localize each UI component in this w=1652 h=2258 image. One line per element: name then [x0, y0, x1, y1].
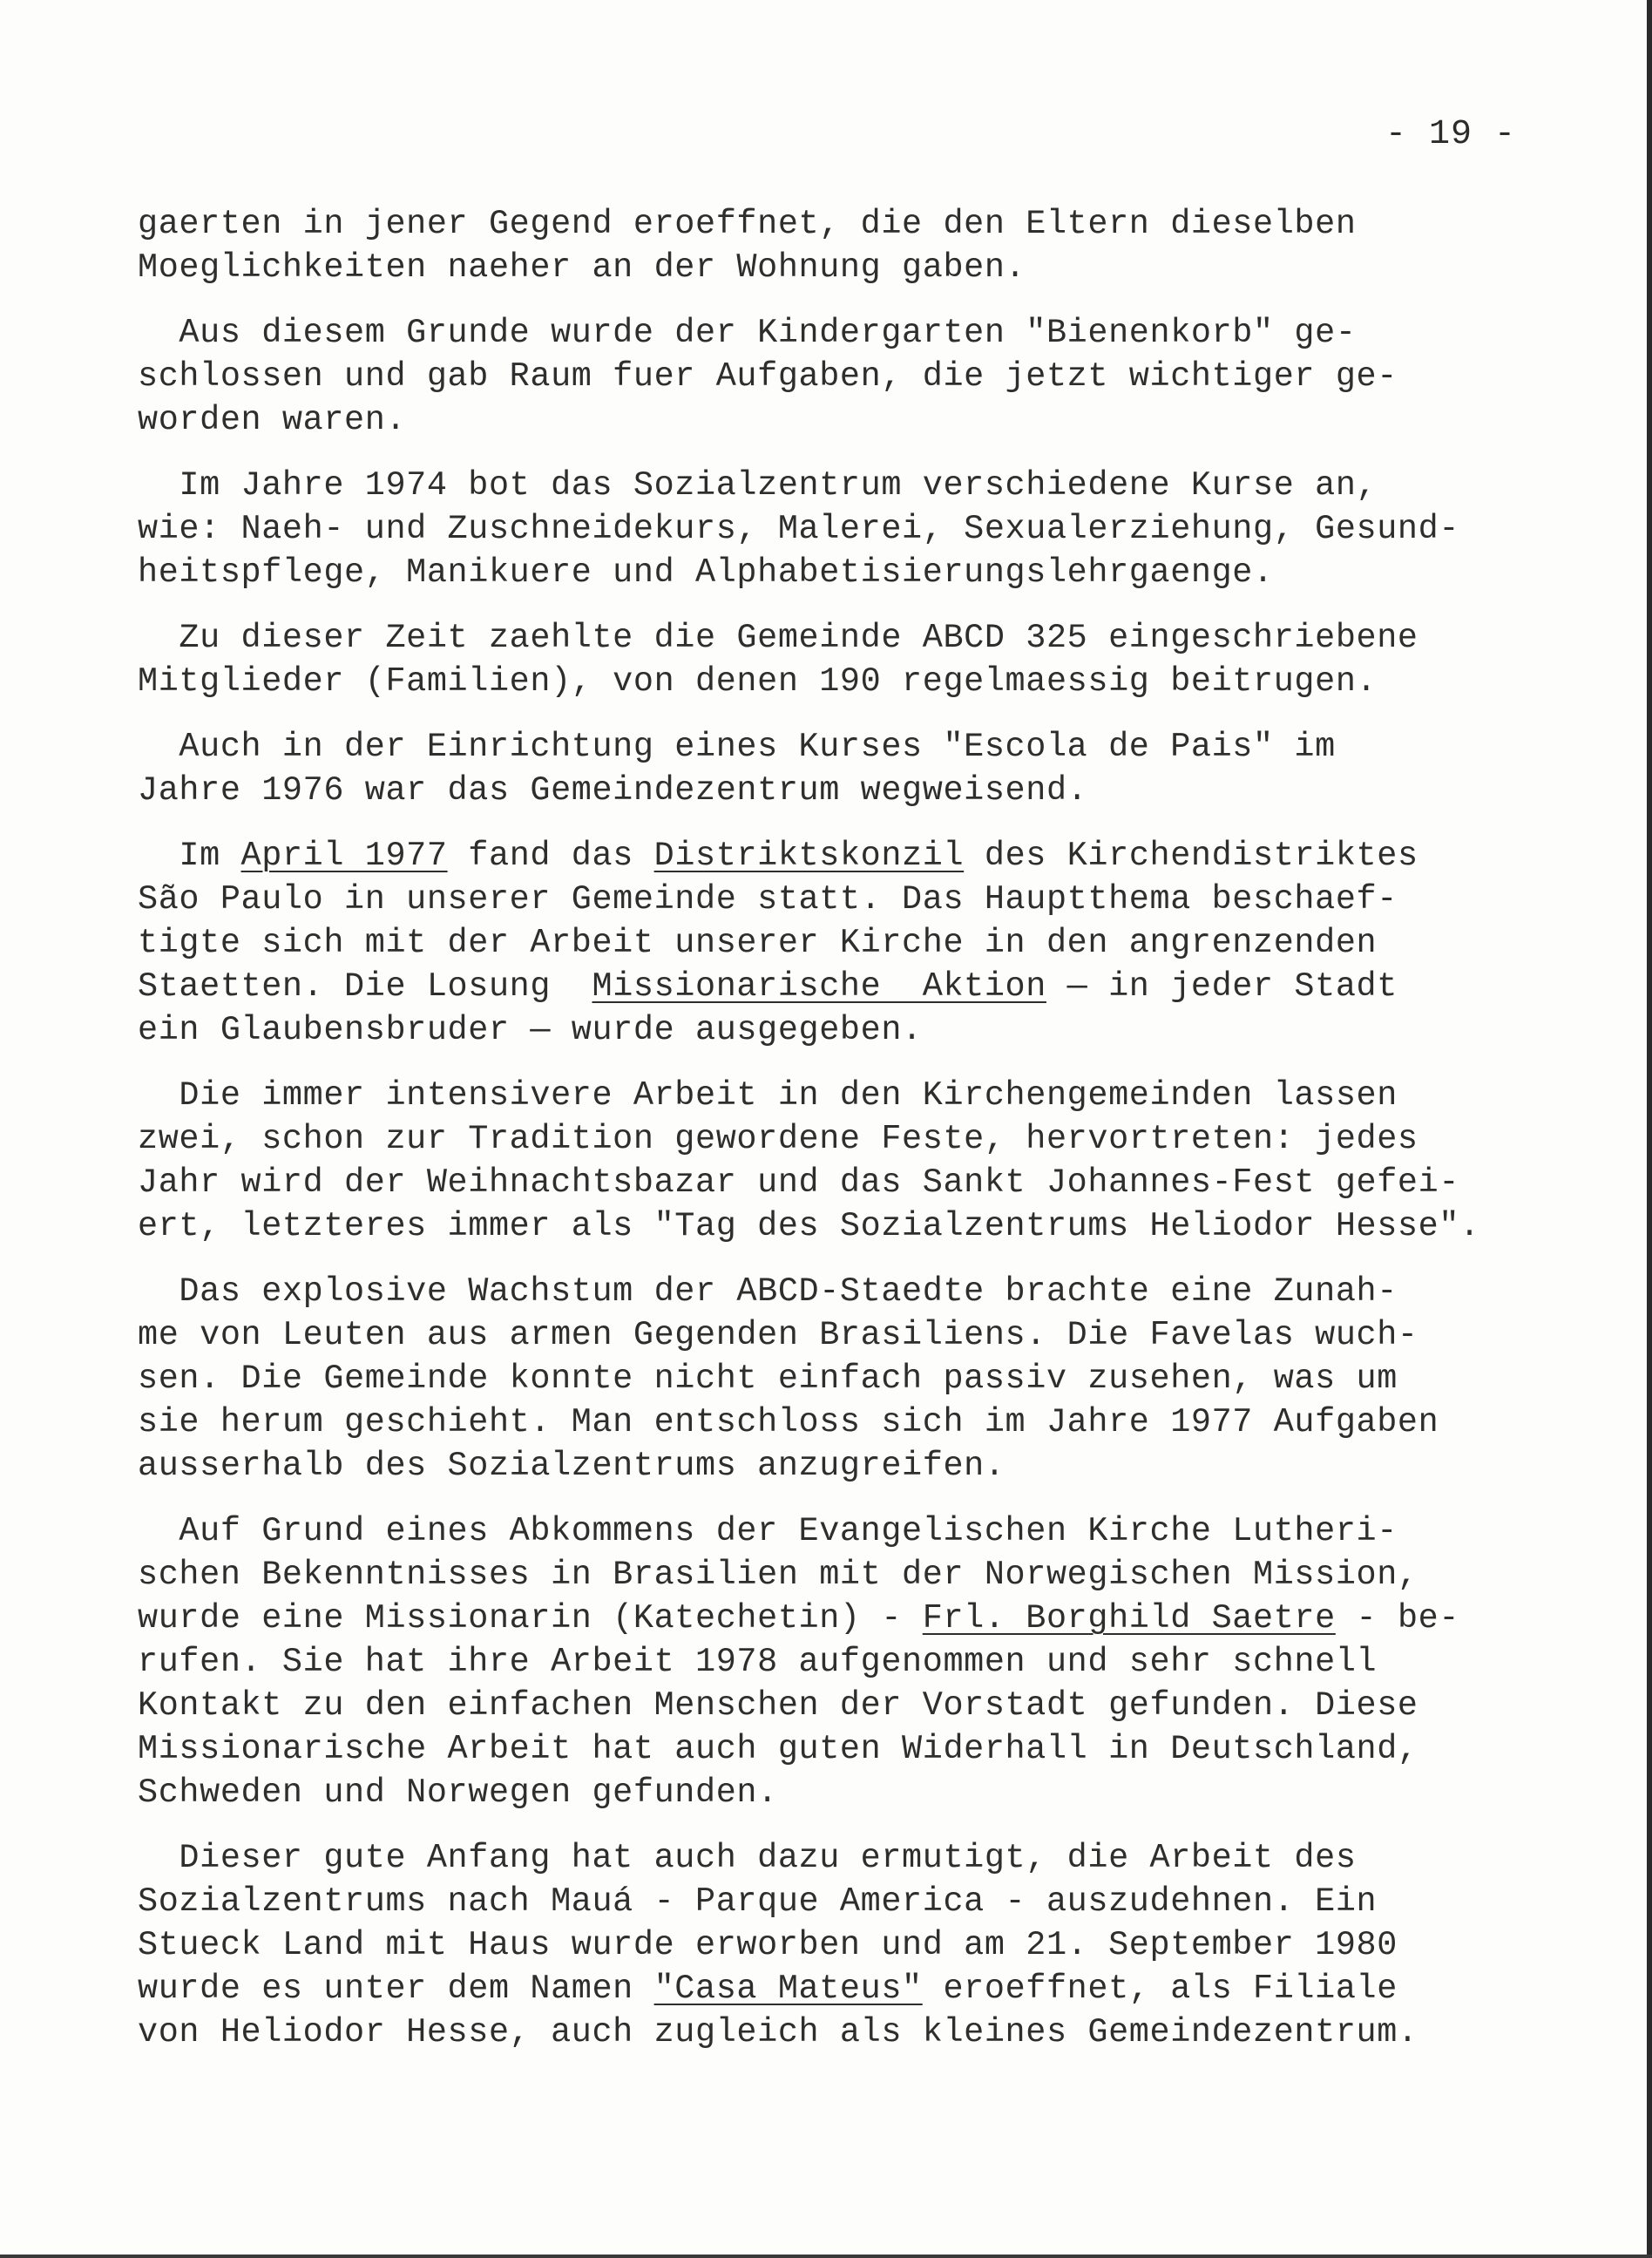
text-line	[138, 1509, 1567, 1553]
scan-edge	[1647, 0, 1652, 2258]
text-line	[138, 1117, 1567, 1161]
paragraph	[138, 311, 1567, 442]
text-line	[138, 1727, 1567, 1771]
paragraph	[138, 202, 1567, 289]
text-line	[138, 1597, 1567, 1640]
text-line	[138, 1204, 1567, 1248]
text-line	[138, 355, 1567, 398]
text-line	[138, 1684, 1567, 1727]
text-line	[138, 1553, 1567, 1597]
text-line	[138, 398, 1567, 442]
paragraph	[138, 725, 1567, 812]
paragraph	[138, 616, 1567, 703]
text-line	[138, 311, 1567, 355]
text-segment: Sozialzentrums nach Mauá - Parque America - auszudehnen. Ein	[138, 1882, 1378, 1921]
scan-edge-bottom	[0, 2255, 1652, 2258]
text-line	[138, 202, 1567, 246]
page-number: - 19 -	[1385, 115, 1517, 154]
text-line	[138, 1444, 1567, 1488]
text-segment: Stueck Land mit Haus wurde erworben und am 21. September 1980	[138, 1926, 1398, 1964]
text-segment: me von Leuten aus armen Gegenden Brasiliens. Die Favelas wuch-	[138, 1316, 1418, 1354]
text-line	[138, 2011, 1567, 2054]
text-line	[138, 616, 1567, 660]
paragraph	[138, 1509, 1567, 1814]
text-line	[138, 834, 1567, 878]
text-segment: von Heliodor Hesse, auch zugleich als kleines Gemeindezentrum.	[138, 2013, 1418, 2051]
underlined-phrase: Distriktskonzil	[653, 837, 965, 875]
text-line	[138, 965, 1567, 1008]
text-segment: wie: Naeh- und Zuschneidekurs, Malerei, Sexualerziehung, Gesund-	[138, 510, 1460, 548]
text-segment: ert, letzteres immer als "Tag des Sozialzentrums Heliodor Hesse".	[138, 1207, 1480, 1245]
text-segment: Im	[138, 837, 241, 875]
text-segment: Dieser gute Anfang hat auch dazu ermutigt, die Arbeit des	[138, 1839, 1357, 1877]
text-segment: Jahr wird der Weihnachtsbazar und das Sankt Johannes-Fest gefei-	[138, 1163, 1460, 1202]
paragraph	[138, 834, 1567, 1052]
text-segment: wurde es unter dem Namen	[138, 1970, 654, 2008]
text-segment: worden waren.	[138, 401, 407, 439]
text-segment: fand das	[447, 837, 654, 875]
text-line	[138, 246, 1567, 289]
text-segment: des Kirchendistriktes	[964, 837, 1418, 875]
text-segment: sie herum geschieht. Man entschloss sich im Jahre 1977 Aufgaben	[138, 1403, 1439, 1441]
underlined-phrase: Missionarische Aktion	[592, 967, 1046, 1006]
text-segment: zwei, schon zur Tradition gewordene Feste, hervortreten: jedes	[138, 1120, 1418, 1158]
text-segment: ausserhalb des Sozialzentrums anzugreifen.	[138, 1447, 1005, 1485]
text-line	[138, 769, 1567, 812]
text-line	[138, 1880, 1567, 1923]
text-segment: schlossen und gab Raum fuer Aufgaben, die jetzt wichtiger ge-	[138, 357, 1398, 396]
paragraph	[138, 1074, 1567, 1248]
text-line	[138, 1836, 1567, 1880]
text-segment: sen. Die Gemeinde konnte nicht einfach passiv zusehen, was um	[138, 1360, 1398, 1398]
text-line	[138, 1967, 1567, 2011]
text-line	[138, 507, 1567, 551]
text-segment: wurde eine Missionarin (Katechetin) -	[138, 1599, 923, 1638]
text-segment: Auch in der Einrichtung eines Kurses "Escola de Pais" im	[138, 728, 1336, 766]
text-segment: — in jeder Stadt	[1046, 967, 1398, 1006]
text-line	[138, 921, 1567, 965]
text-segment: ein Glaubensbruder — wurde ausgegeben.	[138, 1011, 923, 1049]
text-segment: Das explosive Wachstum der ABCD-Staedte brachte eine Zunah-	[138, 1272, 1398, 1311]
text-line	[138, 1400, 1567, 1444]
text-segment: Moeglichkeiten naeher an der Wohnung gaben.	[138, 248, 1026, 287]
text-segment: heitspflege, Manikuere und Alphabetisierungslehrgaenge.	[138, 553, 1274, 592]
text-segment: gaerten in jener Gegend eroeffnet, die den Eltern dieselben	[138, 205, 1357, 243]
paragraph	[138, 464, 1567, 594]
text-line	[138, 464, 1567, 507]
text-segment: Im Jahre 1974 bot das Sozialzentrum verschiedene Kurse an,	[138, 466, 1378, 505]
text-segment: rufen. Sie hat ihre Arbeit 1978 aufgenommen und sehr schnell	[138, 1643, 1378, 1681]
text-line	[138, 551, 1567, 594]
underlined-phrase: April 1977	[240, 837, 448, 875]
text-segment: Kontakt zu den einfachen Menschen der Vorstadt gefunden. Diese	[138, 1686, 1418, 1725]
text-segment: eroeffnet, als Filiale	[922, 1970, 1398, 2008]
text-segment: schen Bekenntnisses in Brasilien mit der Norwegischen Mission,	[138, 1556, 1418, 1594]
text-segment: Schweden und Norwegen gefunden.	[138, 1773, 778, 1812]
text-line	[138, 1313, 1567, 1357]
text-line	[138, 725, 1567, 769]
text-segment: Auf Grund eines Abkommens der Evangelischen Kirche Lutheri-	[138, 1512, 1398, 1550]
text-segment: Die immer intensivere Arbeit in den Kirchengemeinden lassen	[138, 1076, 1398, 1115]
text-line	[138, 1161, 1567, 1204]
body-text	[138, 202, 1567, 2076]
text-line	[138, 1008, 1567, 1052]
text-segment: São Paulo in unserer Gemeinde statt. Das Hauptthema beschaef-	[138, 880, 1398, 919]
text-segment: - be-	[1335, 1599, 1460, 1638]
text-segment: tigte sich mit der Arbeit unserer Kirche in den angrenzenden	[138, 924, 1378, 962]
text-line	[138, 660, 1567, 703]
text-segment: Aus diesem Grunde wurde der Kindergarten "Bienenkorb" ge-	[138, 314, 1357, 352]
text-segment: Mitglieder (Familien), von denen 190 regelmaessig beitrugen.	[138, 662, 1378, 701]
text-line	[138, 1270, 1567, 1313]
text-segment: Zu dieser Zeit zaehlte die Gemeinde ABCD 325 eingeschriebene	[138, 619, 1418, 657]
text-line	[138, 1640, 1567, 1684]
text-line	[138, 1357, 1567, 1400]
text-segment: Staetten. Die Losung	[138, 967, 592, 1006]
text-line	[138, 1923, 1567, 1967]
paragraph	[138, 1270, 1567, 1488]
text-segment: Missionarische Arbeit hat auch guten Widerhall in Deutschland,	[138, 1730, 1418, 1768]
text-line	[138, 1771, 1567, 1814]
text-segment: Jahre 1976 war das Gemeindezentrum wegweisend.	[138, 771, 1088, 810]
paragraph	[138, 1836, 1567, 2054]
text-line	[138, 878, 1567, 921]
underlined-phrase: "Casa Mateus"	[653, 1970, 923, 2008]
text-line	[138, 1074, 1567, 1117]
underlined-phrase: Frl. Borghild Saetre	[922, 1599, 1336, 1638]
